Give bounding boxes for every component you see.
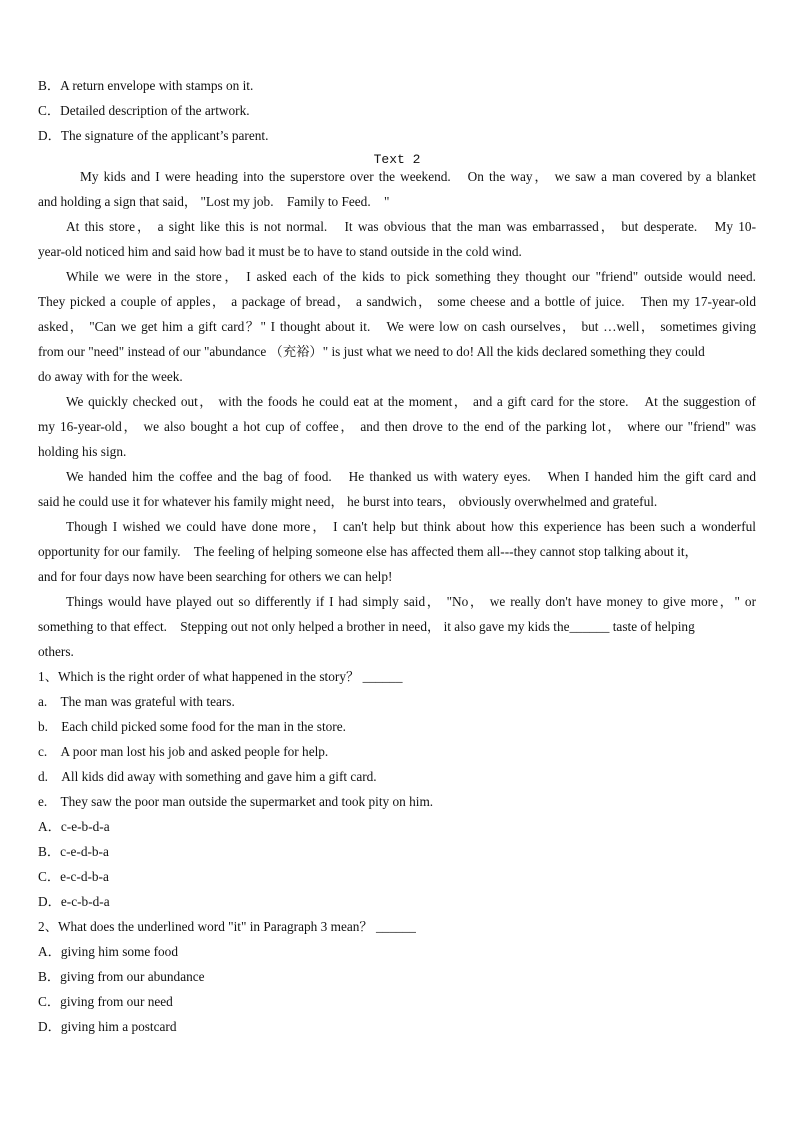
- paragraph-line: Though I wished we could have done more， I can't help but think about how this experience has been such a wonderful: [66, 519, 756, 534]
- question-1: [38, 664, 756, 914]
- paragraph-line: my 16-year-old， we also bought a hot cup of coffee， and then drove to the end of the parking lot， where our "friend" was: [38, 419, 756, 434]
- passage-body: [38, 164, 756, 1039]
- paragraph-line: asked， "Can we get him a gift card？" I thought about it. We were low on cash ourselves， but …well， sometimes giving: [38, 319, 756, 334]
- paragraph-3: [38, 264, 756, 389]
- paragraph-line: others.: [38, 644, 74, 659]
- answer-option: C．giving from our need: [38, 994, 173, 1009]
- paragraph-line: Things would have played out so differently if I had simply said， "No， we really don't have money to give more，" or: [66, 594, 756, 609]
- paragraph-line: While we were in the store， I asked each of the kids to pick something they thought our "friend" outside would need.: [66, 269, 756, 284]
- previous-question-options: [38, 73, 756, 148]
- paragraph-line: We handed him the coffee and the bag of food. He thanked us with watery eyes. When I handed him the gift card and: [66, 469, 756, 484]
- paragraph-6: [38, 514, 756, 589]
- answer-option: B．c-e-d-b-a: [38, 844, 109, 859]
- event-item: a. The man was grateful with tears.: [38, 694, 235, 709]
- question-2: [38, 914, 756, 1039]
- event-item: c. A poor man lost his job and asked people for help.: [38, 744, 329, 759]
- paragraph-line: My kids and I were heading into the superstore over the weekend. On the way， we saw a man covered by a blanket: [80, 169, 756, 184]
- passage-title: Text 2: [373, 152, 421, 167]
- paragraph-line: They picked a couple of apples， a package of bread， a sandwich， some cheese and a bottle of juice. Then my 17-year-old: [38, 294, 756, 309]
- answer-option: D．e-c-b-d-a: [38, 894, 110, 909]
- paragraph-4: [38, 389, 756, 464]
- paragraph-line: do away with for the week.: [38, 369, 183, 384]
- paragraph-1: [38, 164, 756, 214]
- event-item: d. All kids did away with something and gave him a gift card.: [38, 769, 377, 784]
- paragraph-line: At this store， a sight like this is not normal. It was obvious that the man was embarrassed， but desperate. My 10-: [66, 219, 756, 234]
- paragraph-line: We quickly checked out， with the foods he could eat at the moment， and a gift card for the store. At the suggestion of: [66, 394, 756, 409]
- paragraph-2: [38, 214, 756, 264]
- option-c: C．Detailed description of the artwork.: [38, 103, 250, 118]
- answer-option: D．giving him a postcard: [38, 1019, 177, 1034]
- question-stem: 1、Which is the right order of what happened in the story？ ______: [38, 669, 403, 684]
- answer-option: A．giving him some food: [38, 944, 178, 959]
- paragraph-line: and holding a sign that said， "Lost my job. Family to Feed. ": [38, 194, 390, 209]
- paragraph-line: something to that effect. Stepping out not only helped a brother in need， it also gave my kids the______ taste of helping: [38, 619, 695, 634]
- paragraph-line: year-old noticed him and said how bad it must be to have to stand outside in the cold wind.: [38, 244, 522, 259]
- answer-option: C．e-c-d-b-a: [38, 869, 109, 884]
- paragraph-7: [38, 589, 756, 664]
- paragraph-5: [38, 464, 756, 514]
- paragraph-line: said he could use it for whatever his family might need， he burst into tears， obviously overwhelmed and grateful.: [38, 494, 658, 509]
- paragraph-line: from our "need" instead of our "abundance （充裕）" is just what we need to do! All the kids declared something they could: [38, 344, 705, 359]
- question-stem: 2、What does the underlined word "it" in Paragraph 3 mean？ ______: [38, 919, 416, 934]
- event-item: b. Each child picked some food for the man in the store.: [38, 719, 346, 734]
- answer-option: A．c-e-b-d-a: [38, 819, 110, 834]
- event-item: e. They saw the poor man outside the supermarket and took pity on him.: [38, 794, 434, 809]
- option-d: D．The signature of the applicant’s parent.: [38, 128, 269, 143]
- paragraph-line: holding his sign.: [38, 444, 127, 459]
- paragraph-line: and for four days now have been searching for others we can help!: [38, 569, 393, 584]
- paragraph-line: opportunity for our family. The feeling of helping someone else has affected them all---they cannot stop talking about it，: [38, 544, 698, 559]
- option-b: B．A return envelope with stamps on it.: [38, 78, 254, 93]
- answer-option: B．giving from our abundance: [38, 969, 205, 984]
